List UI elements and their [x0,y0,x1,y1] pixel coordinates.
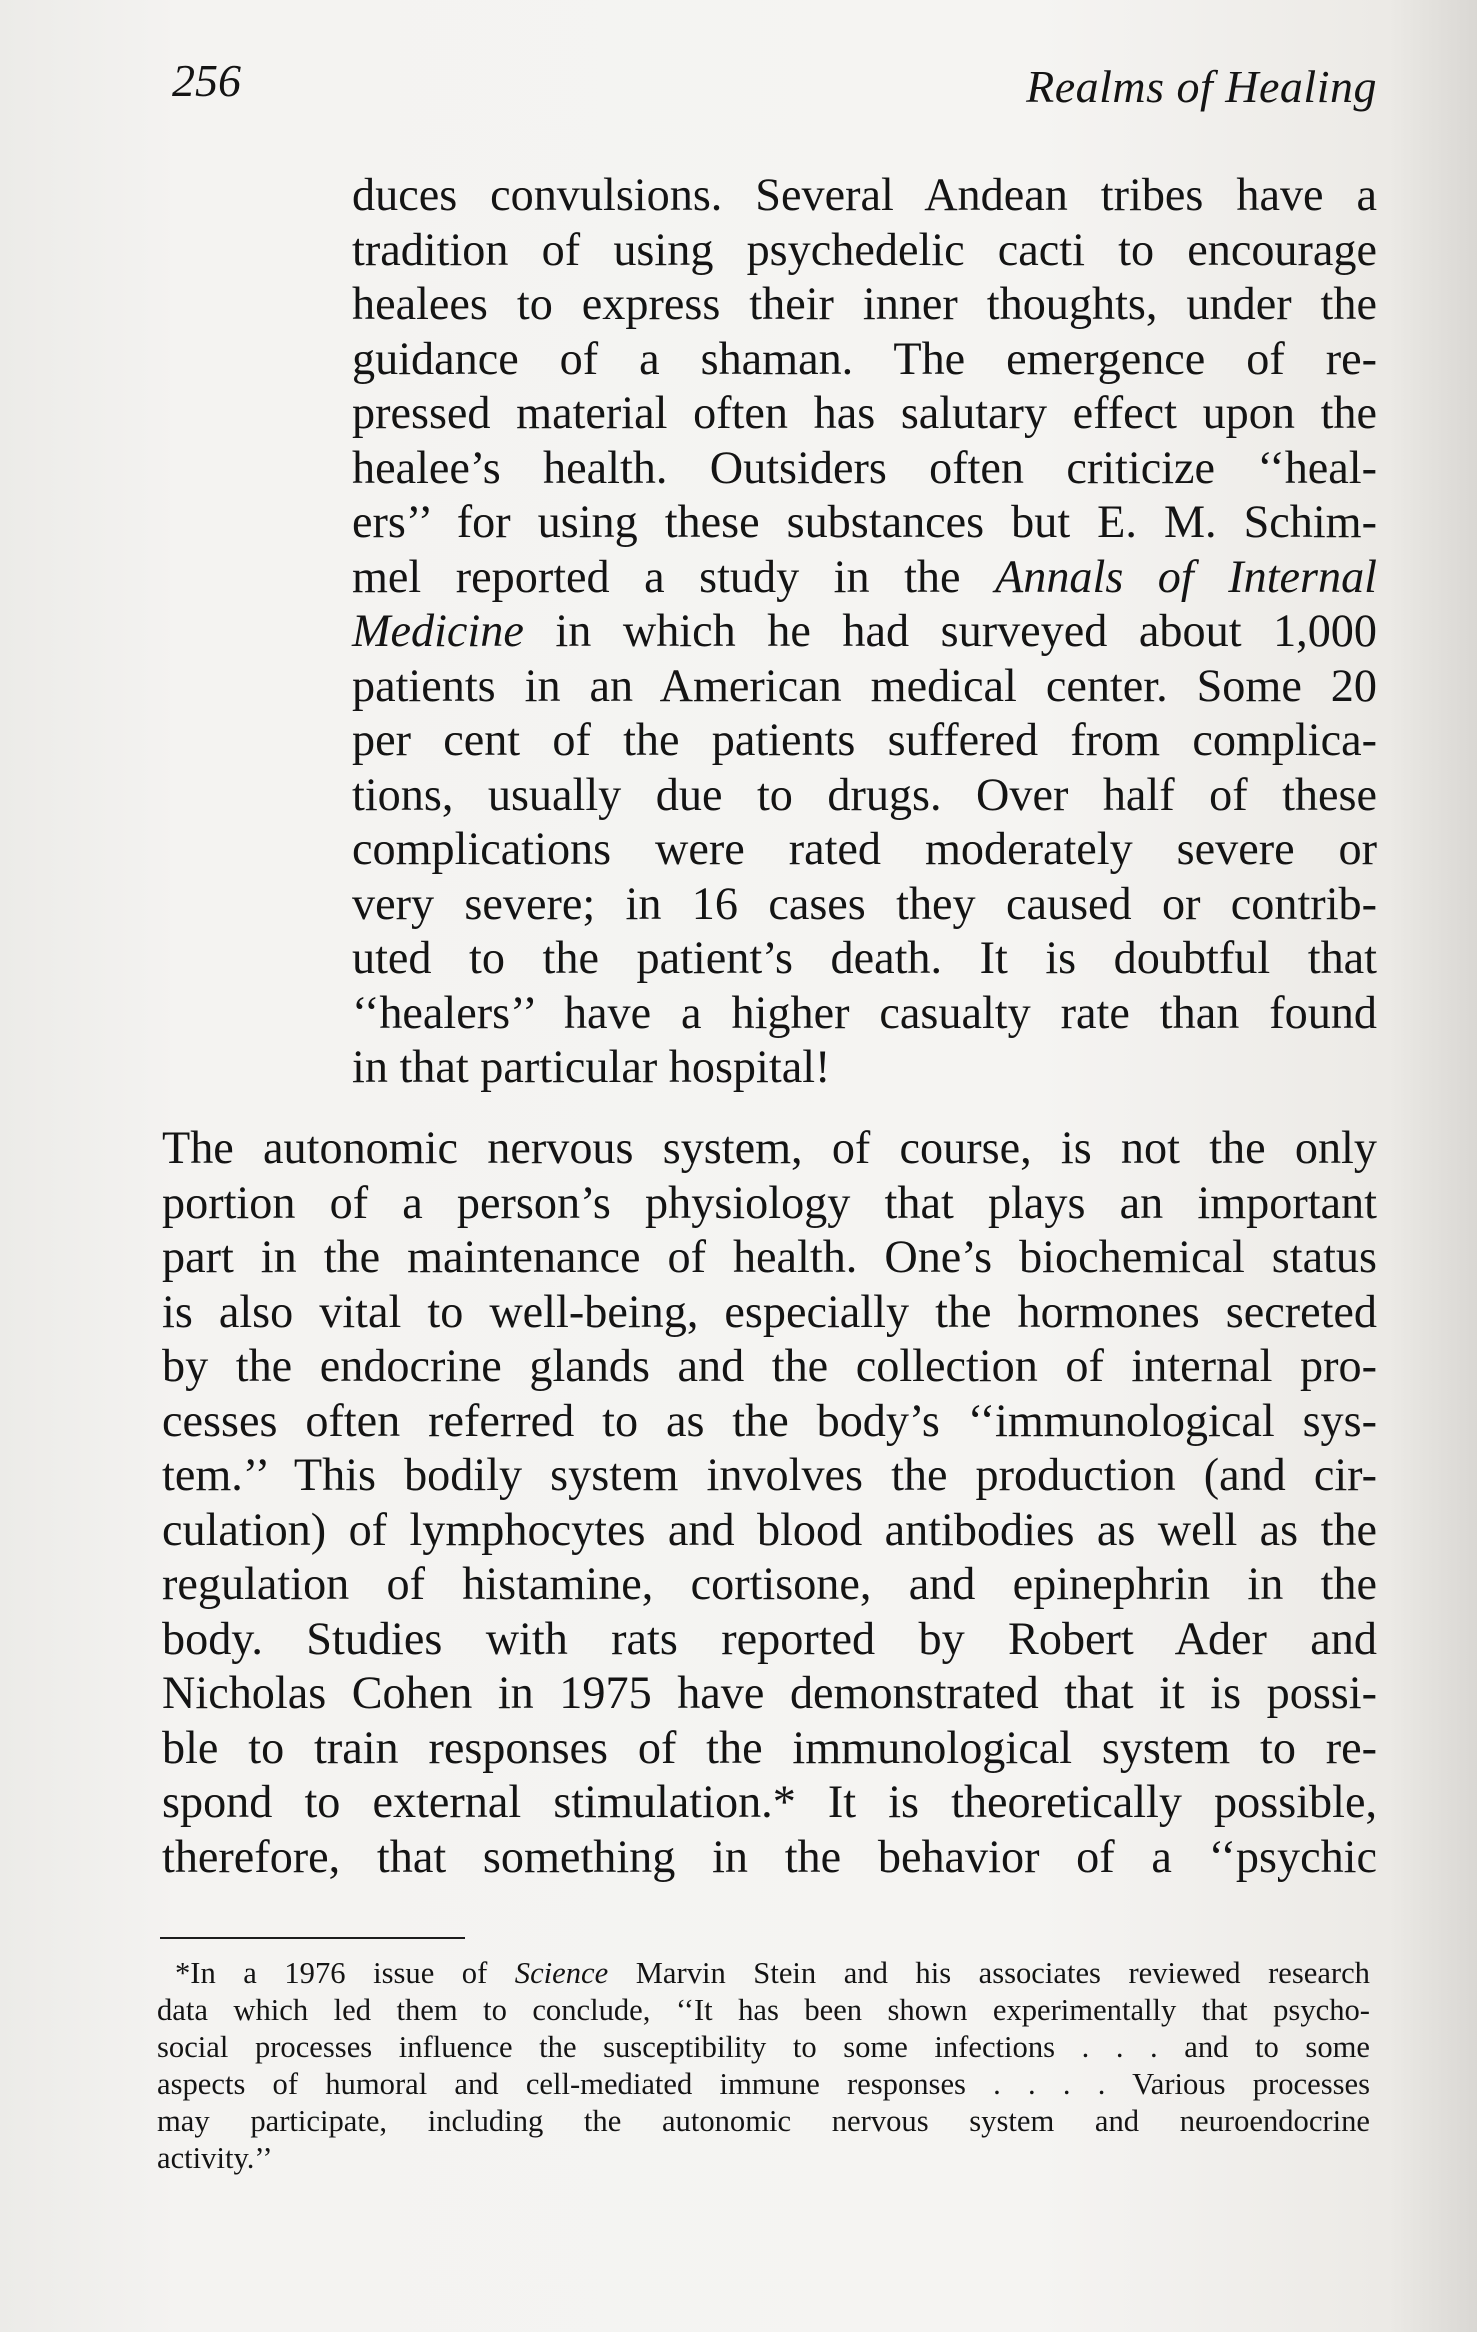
text-line: healees to express their inner thoughts, under the [352,278,1377,329]
paragraph-autonomic-nervous-system [162,1121,1377,1884]
paragraph-continued [352,168,1377,1095]
text-line [352,550,1377,605]
text-line: very severe; in 16 cases they caused or contrib- [352,877,1377,929]
text-line: duces convulsions. Several Andean tribes have a [352,169,1377,220]
text-line: ‘‘healers’’ have a higher casualty rate than found [352,986,1377,1038]
text-line: culation) of lymphocytes and blood antibodies as well as the [162,1503,1377,1555]
text-line: healee’s health. Outsiders often criticize ‘‘heal- [352,441,1377,493]
text-line: guidance of a shaman. The emergence of re- [352,332,1377,384]
text-line: pressed material often has salutary effect upon the [352,387,1377,438]
text-line: per cent of the patients suffered from complica- [352,714,1377,765]
text-line: spond to external stimulation.* It is theoretically possible, [162,1776,1377,1827]
text-line: tem.’’ This bodily system involves the production (and cir- [162,1449,1377,1500]
journal-title: Annals of Internal [995,550,1378,602]
text-line: therefore, that something in the behavior of a ‘‘psychic [162,1830,1377,1882]
footnote-line: may participate, including the autonomic nervous system and neuroendocrine [157,2104,1370,2138]
text-line: regulation of histamine, cortisone, and epinephrin in the [162,1558,1377,1609]
text-line: uted to the patient’s death. It is doubtful that [352,932,1377,983]
text-line: by the endocrine glands and the collection of internal pro- [162,1340,1377,1391]
text-line: in that particular hospital! [352,1041,831,1092]
text-fragment: mel reported a study in the [352,550,961,602]
text-line: Nicholas Cohen in 1975 have demonstrated that it is possi- [162,1667,1377,1718]
journal-title: Medicine [352,605,524,656]
text-line: cesses often referred to as the body’s ‘‘immunological sys- [162,1394,1377,1446]
running-head: Realms of Healing [1026,61,1377,112]
text-line: complications were rated moderately severe or [352,823,1377,874]
text-line: ble to train responses of the immunological system to re- [162,1721,1377,1773]
footnote-line: data which led them to conclude, ‘‘It has been shown experimentally that psycho- [157,1993,1370,2027]
text-line: body. Studies with rats reported by Robert Ader and [162,1612,1377,1664]
text-fragment: Marvin Stein and his associates reviewed research [635,1956,1370,1990]
footnote-line: social processes influence the susceptibility to some infections . . . and to some [157,2030,1370,2064]
text-fragment: in which he had surveyed about 1,000 [555,605,1377,656]
text-line [352,604,1377,659]
text-line: tradition of using psychedelic cacti to encourage [352,223,1377,275]
page-header [172,46,1377,116]
footnote-rule [160,1937,465,1939]
text-line: The autonomic nervous system, of course, is not the only [162,1122,1377,1173]
page-number: 256 [172,55,241,106]
text-line: is also vital to well-being, especially the hormones secreted [162,1285,1377,1337]
text-line: portion of a person’s physiology that plays an important [162,1176,1377,1228]
footnote [157,1955,1370,2177]
footnote-line: activity.’’ [157,2141,273,2175]
footnote-line [157,1955,1370,1992]
text-line: part in the maintenance of health. One’s biochemical status [162,1231,1377,1282]
footnote-line: aspects of humoral and cell-mediated immune responses . . . . Various processes [157,2067,1370,2101]
text-line: tions, usually due to drugs. Over half of these [352,768,1377,820]
text-fragment: *In a 1976 issue of [175,1956,488,1990]
text-line: patients in an American medical center. Some 20 [352,659,1377,711]
text-line: ers’’ for using these substances but E. M. Schim- [352,496,1377,547]
journal-title: Science [514,1956,609,1990]
